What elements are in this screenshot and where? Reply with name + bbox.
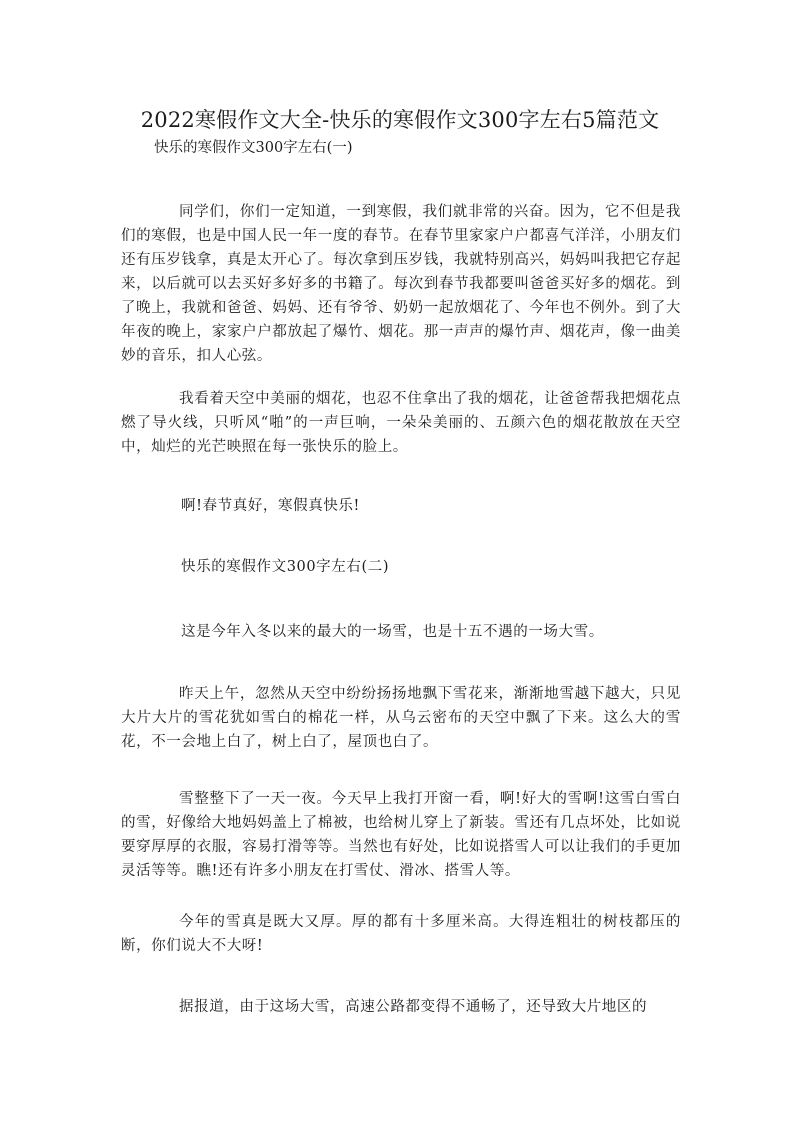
paragraph-3: 啊!春节真好，寒假真快乐! [181,498,360,514]
paragraph-5: 昨天上午，忽然从天空中纷纷扬扬地飘下雪花来，渐渐地雪越下越大，只见大片大片的雪花犹如雪白的棉花一样，从乌云密布的天空中飘了下来。这么大的雪花，不一会地上白了，树上白了，屋顶也白了。 [121,686,681,750]
section-heading-1: 快乐的寒假作文300字左右(一) [154,140,353,156]
paragraph-4: 这是今年入冬以来的最大的一场雪，也是十五不遇的一场大雪。 [181,624,604,640]
paragraph-6: 雪整整下了一天一夜。今天早上我打开窗一看，啊!好大的雪啊!这雪白雪白的雪，好像给大地妈妈盖上了棉被，也给树儿穿上了新装。雪还有几点坏处，比如说要穿厚厚的衣服，容易打滑等等。当然也有好处，比如说搭雪人可以让我们的手更加灵活等等。瞧!还有许多小朋友在打雪仗、滑冰、搭雪人等。 [121,791,681,879]
paragraph-2: 我看着天空中美丽的烟花，也忍不住拿出了我的烟花，让爸爸帮我把烟花点燃了导火线，只听风“啪”的一声巨响，一朵朵美丽的、五颜六色的烟花散放在天空中，灿烂的光芒映照在每一张快乐的脸上。 [121,391,681,455]
paragraph-7: 今年的雪真是既大又厚。厚的都有十多厘米高。大得连粗壮的树枝都压的断，你们说大不大呀! [121,914,681,954]
document-title: 2022寒假作文大全-快乐的寒假作文300字左右5篇范文 [140,108,660,132]
paragraph-1: 同学们，你们一定知道，一到寒假，我们就非常的兴奋。因为，它不但是我们的寒假，也是中国人民一年一度的春节。在春节里家家户户都喜气洋洋，小朋友们还有压岁钱拿，真是太开心了。每次拿到压岁钱，我就特别高兴，妈妈叫我把它存起来，以后就可以去买好多好多的书籍了。每次到春节我都要叫爸爸买好多的烟花。到了晚上，我就和爸爸、妈妈、还有爷爷、奶奶一起放烟花了、今年也不例外。到了大年夜的晚上，家家户户都放起了爆竹、烟花。那一声声的爆竹声、烟花声，像一曲美妙的音乐，扣人心弦。 [121,204,681,364]
paragraph-8: 据报道，由于这场大雪，高速公路都变得不通畅了，还导致大片地区的 [179,999,648,1015]
section-heading-2: 快乐的寒假作文300字左右(二) [181,559,390,575]
